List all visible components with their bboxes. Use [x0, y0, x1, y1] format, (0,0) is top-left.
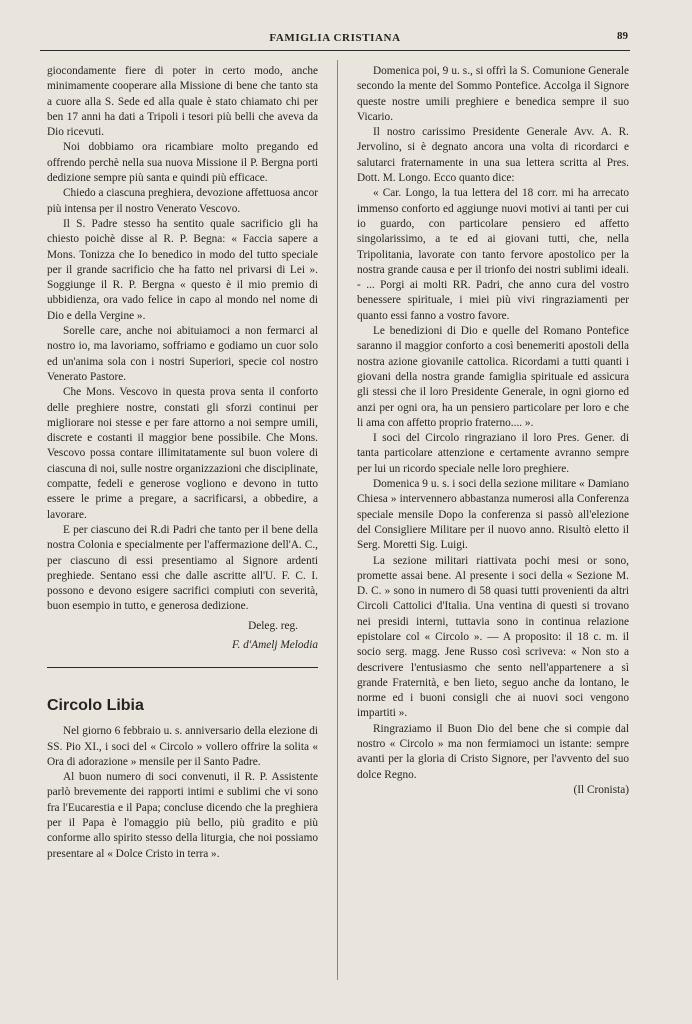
paragraph: Domenica 9 u. s. i soci della sezione militare « Damiano Chiesa » intervennero abbastanza numerosi alla Conferenza speciale mensile Dopo la conferenza si passò all'elezione del Consigliere Militare per il nuovo anno. Risultò eletto il Serg. Moretti Sig. Luigi. — [357, 478, 629, 552]
section-divider — [47, 667, 318, 668]
page-header — [40, 28, 630, 51]
paragraph: Chiedo a ciascuna preghiera, devozione affettuosa ancor più intensa per il nostro Venerato Vescovo. — [47, 187, 318, 215]
paragraph: E per ciascuno dei R.di Padri che tanto per il bene della nostra Colonia e specialmente per l'affermazione dell'A. C., per ciascuno di essi presentiamo al Signore ardenti preghiede. Sentano essi che dalle ascritte all'U. F. C. I. possono e devono esigere sacrifici compiuti con severità, buon esempio in tutto, e generosa dedizione. — [47, 523, 318, 613]
signature-name: F. d'Amelj Melodia — [232, 638, 318, 651]
paragraph: « Car. Longo, la tua lettera del 18 corr. mi ha arrecato immenso conforto ed aggiunge nuovi motivi ai tanti per cui io guardo, con particolare pensiero ed affetto singolarissimo, a te ed ai giovani tutti, che, nella Tripolitania, lavorate con tanto fervore apostolico per la nostra grande causa e per il trionfo dei nostri sublimi ideali. - ... Porgi ai molti RR. Padri, che anno cura del vostro benessere spirituale, i miei più vivi ringraziamenti per quanto essi fanno a vostro favore. — [357, 187, 629, 322]
signature-role: Deleg. reg. — [248, 619, 298, 632]
paragraph: La sezione militari riattivata pochi mesi or sono, promette assai bene. Al presente i soci della « Sezione M. D. C. » sono in numero di 58 quasi tutti provenienti da altri Circoli Cattolici d'Italia. Una ventina di questi si trovano nei presidi interni, tuttavia sono in continua relazione epistolare col « Circolo ». — A proposito: il 18 c. m. il socio serg. magg. Jene Russo così scriveva: « Non sto a descrivere l'entusiasmo che sento nell'appartenere a sì grande Fraternità, e ben lieto, seguo anche da lontano, le norme ed i buoni consigli che ai nuovi soci vengono impartiti ». — [357, 554, 629, 720]
paragraph: Le benedizioni di Dio e quelle del Romano Pontefice saranno il maggior conforto a così benemeriti apostoli della nostra azione giovanile cattolica. Ricordami a tutti quanti i giovani della nostra grande famiglia spirituale ed assicura gli stessi che il loro Presidente Generale, in ogni giorno ed anzi per ogni ora, ha un pensiero particolare per loro e che li ama con affetto proprio fraterno.... ». — [357, 325, 629, 429]
paragraph: Noi dobbiamo ora ricambiare molto pregando ed offrendo perchè nella sua nuova Missione il P. Bergna porti dedizione sempre più santa e quindi più efficace. — [47, 141, 318, 185]
right-column — [357, 64, 629, 798]
section-title: Circolo Libia — [47, 697, 144, 715]
paragraph: Al buon numero di soci convenuti, il R. P. Assistente parlò brevemente dei rapporti intimi e sublimi che vi sono fra l'Eucarestia e il Papa; concluse dicendo che la preghiera per il Papa è l'omaggio più bello, più gradito e più conforme allo spirito stesso della liturgia, che noi possiamo presentare al « Dolce Cristo in terra ». — [47, 771, 318, 860]
paragraph: Ringraziamo il Buon Dio del bene che si compie dal nostro « Circolo » ma non fermiamoci un istante: sempre avanti per la gloria di Cristo Signore, per l'avvento del suo dolce Regno. — [357, 722, 629, 781]
page-number: 89 — [617, 30, 628, 42]
closing-signature: (Il Cronista) — [573, 783, 629, 796]
magazine-title: FAMIGLIA CRISTIANA — [269, 32, 401, 44]
paragraph: Il S. Padre stesso ha sentito quale sacrificio gli ha chiesto poichè disse al R. P. Begna: « Faccia sapere a Mons. Tonizza che Io benedico in modo del tutto speciale per il grande sacrificio che ha fatto nel privarsi di Lei ». Soggiunge il R. P. Bergna « questo è il mio premio di ubbidienza, ora vado felice in capo al mondo nel nome di Dio e della Vergine ». — [47, 217, 318, 322]
paragraph: Il nostro carissimo Presidente Generale Avv. A. R. Jervolino, si è degnato ancora una volta di ricordarci e salutarci fraternamente in una sua lettera scritta al Pres. Dott. M. Longo. Ecco quanto dice: — [357, 126, 629, 185]
paragraph: Nel giorno 6 febbraio u. s. anniversario della elezione di SS. Pio XI., i soci del « Circolo » vollero offrire la solita « Ora di adorazione » mensile per il Santo Padre. — [47, 725, 318, 768]
paragraph: Sorelle care, anche noi abituiamoci a non fermarci al nostro io, ma lavoriamo, soffriamo e godiamo un cuor solo ed un'anima sola con i nostri Superiori, specie col nostro Venerato Pastore. — [47, 325, 318, 383]
left-column — [47, 64, 318, 862]
paragraph: I soci del Circolo ringraziano il loro Pres. Gener. di tanta particolare attenzione e certamente avranno sempre per lui un ricordo speciale nelle loro preghiere. — [357, 432, 629, 475]
column-divider — [337, 60, 338, 980]
paragraph: giocondamente fiere di poter in certo modo, anche minimamente cooperare alla Missione di bene che tanto sta a cuore alla S. Sede ed alla quale è stato chiamato chi per ben 17 anni ha dati a Tripoli i tesori più belli che aveva da Dio ricevuti. — [47, 65, 318, 139]
paragraph: Domenica poi, 9 u. s., si offrì la S. Comunione Generale secondo la mente del Sommo Pontefice. Accolga il Signore queste nostre umili preghiere e benedica sempre il suo Vicario. — [357, 65, 629, 123]
paragraph: Che Mons. Vescovo in questa prova senta il conforto delle preghiere nostre, constati gli sforzi continui per migliorare noi stesse e per fare attorno a noi sempre umili, discrete e costanti il maggior bene possibile. Che Mons. Vescovo possa contare illimitatamente sul buon volere di ciascuna di noi, sulle nostre organizzazioni che disciplinate, compatte, fedeli e generose vogliono e devono in tutto essere le prime a pregare, a sacrificarsi, a obbedire, a lavorare. — [47, 386, 318, 521]
